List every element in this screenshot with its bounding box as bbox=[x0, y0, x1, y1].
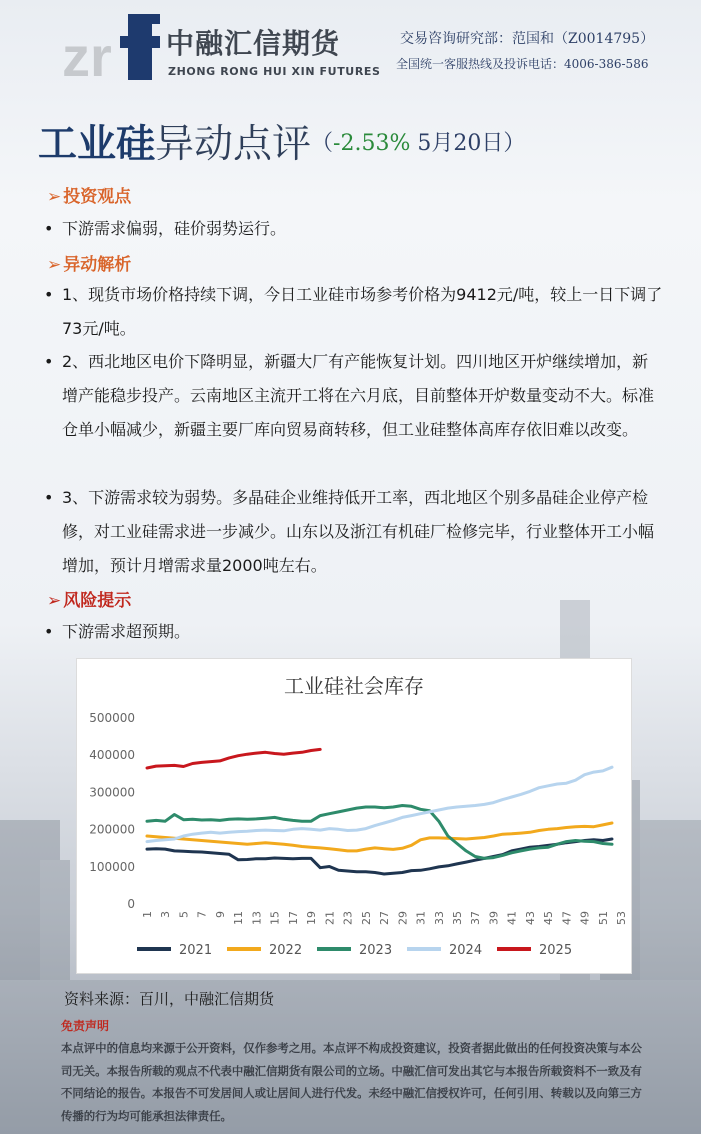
y-tick-label: 200000 bbox=[89, 822, 135, 837]
analysis-point-3 bbox=[44, 481, 664, 583]
x-tick-label: 11 bbox=[232, 911, 246, 925]
x-tick-label: 21 bbox=[323, 911, 337, 925]
research-contact: 交易咨询研究部：范国和（Z0014795） bbox=[400, 31, 655, 47]
section-risk-title: 风险提示 bbox=[63, 591, 132, 611]
x-tick-label: 17 bbox=[286, 911, 300, 925]
bullet-icon: • bbox=[44, 622, 54, 641]
section-analysis-title: 异动解析 bbox=[63, 255, 132, 275]
x-tick-label: 3 bbox=[159, 911, 173, 918]
x-tick-label: 45 bbox=[542, 911, 556, 925]
bullet-icon: • bbox=[44, 285, 54, 304]
arrow-icon: ➢ bbox=[47, 591, 62, 611]
x-tick-label: 39 bbox=[487, 911, 501, 925]
inventory-chart bbox=[76, 658, 632, 974]
svg-text:zr: zr bbox=[62, 25, 112, 80]
x-tick-label: 23 bbox=[341, 911, 355, 925]
section-view-heading bbox=[47, 182, 131, 207]
risk-point bbox=[44, 615, 664, 649]
series-line-2025 bbox=[147, 749, 320, 768]
disclaimer-text: 本点评中的信息均来源于公开资料，仅作参考之用。本点评不构成投资建议，投资者据此做出的任何投资决策与本公司无关。本报告所载的观点不代表中融汇信期货有限公司的立场。中融汇信可发出其它与本报告所载资料不一致及有不同结论的报告。本报告不可发居间人或让居间人进行代发。未经中融汇信授权许可，任何引用、转载以及向第三方传播的行为均可能承担法律责任。 bbox=[61, 1041, 642, 1123]
legend-label-2022: 2022 bbox=[269, 943, 303, 958]
view-point bbox=[44, 212, 664, 246]
x-tick-label: 25 bbox=[359, 911, 373, 925]
y-tick-label: 300000 bbox=[89, 785, 135, 800]
x-tick-label: 31 bbox=[414, 911, 428, 925]
bullet-icon: • bbox=[44, 352, 54, 371]
series-line-2021 bbox=[147, 839, 612, 874]
legend-label-2025: 2025 bbox=[539, 943, 573, 958]
y-tick-label: 100000 bbox=[89, 859, 135, 874]
title-date: 5月20日） bbox=[417, 131, 526, 156]
x-tick-label: 53 bbox=[615, 911, 629, 925]
x-tick-label: 33 bbox=[432, 911, 446, 925]
page-title bbox=[38, 113, 525, 169]
section-analysis-heading bbox=[47, 250, 131, 275]
bullet-icon: • bbox=[44, 488, 54, 507]
arrow-icon: ➢ bbox=[47, 187, 62, 207]
section-risk-heading bbox=[47, 586, 131, 611]
analysis-point-text: 2、西北地区电价下降明显，新疆大厂有产能恢复计划。四川地区开炉继续增加，新增产能稳步投产。云南地区主流开工将在六月底，目前整体开炉数量变动不大。标准仓单小幅减少，新疆主要厂库向贸易商转移，但工业硅整体高库存依旧难以改变。 bbox=[62, 352, 655, 439]
risk-point-text: 下游需求超预期。 bbox=[62, 622, 191, 641]
x-tick-label: 7 bbox=[195, 911, 209, 918]
arrow-icon: ➢ bbox=[47, 255, 62, 275]
x-tick-label: 13 bbox=[250, 911, 264, 925]
title-paren: （ bbox=[311, 131, 334, 156]
x-tick-label: 27 bbox=[378, 911, 392, 925]
x-tick-label: 15 bbox=[268, 911, 282, 925]
x-tick-label: 49 bbox=[578, 911, 592, 925]
y-tick-label: 400000 bbox=[89, 748, 135, 763]
title-change-pct: -2.53% bbox=[333, 131, 411, 156]
title-type: 异动点评 bbox=[155, 122, 312, 167]
x-tick-label: 47 bbox=[560, 911, 574, 925]
logo-mark-icon bbox=[62, 14, 160, 80]
legend-label-2024: 2024 bbox=[449, 943, 483, 958]
title-product: 工业硅 bbox=[38, 121, 156, 167]
disclaimer-title: 免责声明 bbox=[61, 1019, 110, 1033]
y-tick-label: 500000 bbox=[89, 711, 135, 725]
hotline-contact: 全国统一客服热线及投诉电话：4006-386-586 bbox=[396, 57, 649, 71]
analysis-point-text: 3、下游需求较为弱势。多晶硅企业维持低开工率，西北地区个别多晶硅企业停产检修，对工业硅需求进一步减少。山东以及浙江有机硅厂检修完毕，行业整体开工小幅增加，预计月增需求量2000吨左右。 bbox=[62, 488, 655, 575]
legend-label-2023: 2023 bbox=[359, 943, 393, 958]
x-tick-label: 19 bbox=[305, 911, 319, 925]
x-tick-label: 9 bbox=[213, 911, 227, 918]
x-tick-label: 41 bbox=[505, 911, 519, 925]
x-tick-label: 43 bbox=[523, 911, 537, 925]
section-view-title: 投资观点 bbox=[63, 187, 132, 207]
x-tick-label: 35 bbox=[451, 911, 464, 925]
logo-name-en: ZHONG RONG HUI XIN FUTURES bbox=[168, 65, 381, 78]
x-tick-label: 5 bbox=[177, 911, 191, 918]
header bbox=[0, 0, 701, 100]
analysis-point-text: 1、现货市场价格持续下调，今日工业硅市场参考价格为9412元/吨，较上一日下调了73元/吨。 bbox=[62, 285, 663, 338]
legend-label-2021: 2021 bbox=[179, 943, 213, 958]
view-point-text: 下游需求偏弱，硅价弱势运行。 bbox=[62, 219, 287, 238]
chart-svg bbox=[77, 659, 631, 973]
logo-name-cn: 中融汇信期货 bbox=[166, 27, 341, 60]
x-tick-label: 1 bbox=[141, 911, 154, 918]
x-tick-label: 29 bbox=[396, 911, 410, 925]
x-tick-label: 51 bbox=[596, 911, 610, 925]
analysis-point-2 bbox=[44, 345, 664, 447]
x-tick-label: 37 bbox=[469, 911, 483, 925]
chart-title: 工业硅社会库存 bbox=[284, 674, 424, 698]
analysis-point-1 bbox=[44, 278, 664, 346]
data-source: 资料来源：百川，中融汇信期货 bbox=[64, 990, 275, 1008]
y-tick-label: 0 bbox=[127, 897, 135, 911]
bullet-icon: • bbox=[44, 219, 54, 238]
